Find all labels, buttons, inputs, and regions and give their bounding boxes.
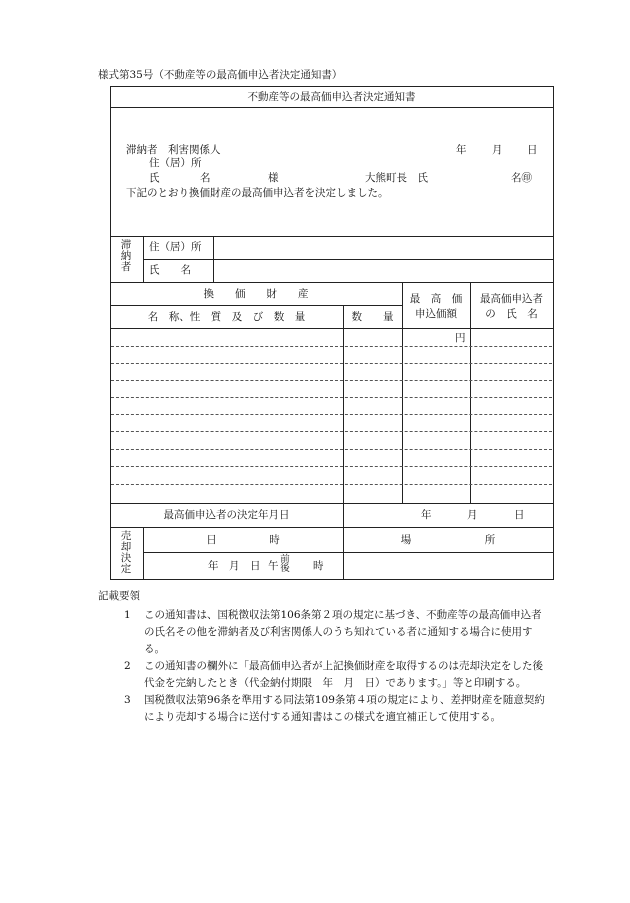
property-name-col: 名 称、性 質 及 び 数 量 (147, 311, 306, 323)
header-address-label: 住（居）所 (149, 157, 202, 169)
note-item (110, 658, 550, 692)
bid-col-line2: 申込価額 (415, 308, 457, 320)
decision-month: 月 (467, 509, 478, 521)
statement-text: 下記のとおり換価財産の最高価申込者を決定しました。 (126, 187, 389, 199)
sale-ampm-gozen: 午 (268, 560, 279, 572)
note-text: 国税徴収法第96条を準用する同法第109条第４項の規定により、差押財産を随意契約により売却する場合に送付する通知書はこの様式を適宜補正して使用する。 (144, 694, 545, 723)
note-item (110, 607, 550, 658)
issuer-label: 大熊町長 氏 (365, 172, 428, 184)
decision-year: 年 (421, 509, 432, 521)
bidder-col-line2: の 氏 名 (485, 308, 538, 320)
recipient-label: 滞納者 利害関係人 (126, 144, 221, 156)
sale-time-text: 時 (313, 560, 324, 572)
bid-col-line1: 最 高 価 (409, 293, 463, 305)
note-number: 1 (124, 609, 131, 621)
date-day: 日 (527, 144, 538, 156)
taxpayer-side-label: 滞 納 者 (120, 239, 132, 273)
sale-datetime-label: 日 時 (206, 534, 280, 546)
yen-unit: 円 (455, 332, 466, 344)
bidder-col-line1: 最高価申込者 (480, 293, 543, 305)
issuer-seal: 名㊞ (511, 172, 532, 184)
sale-ampm-stack: 前 後 (280, 554, 290, 574)
note-text: この通知書の欄外に「最高価申込者が上記換価財産を取得するのは売却決定をした後代金を完納したとき（代金納付期限 年 月 日）であります。」等と印刷する。 (144, 660, 543, 689)
taxpayer-address-label: 住（居）所 (149, 241, 202, 253)
header-name-label-2: 名 (200, 172, 211, 184)
property-group-label: 換 価 財 産 (203, 288, 309, 300)
sale-date-text: 年 月 日 (208, 560, 261, 572)
note-text: この通知書は、国税徴収法第106条第２項の規定に基づき、不動産等の最高価申込者の氏名その他を滞納者及び利害関係人のうち知れている者に通知する場合に使用する。 (144, 609, 542, 655)
date-month: 月 (492, 144, 503, 156)
notes-section (98, 588, 550, 726)
honorific-sama: 様 (268, 172, 279, 184)
property-qty-col: 数 量 (351, 311, 394, 323)
sale-place-label: 場 所 (400, 534, 496, 546)
note-number: 2 (124, 660, 131, 672)
sale-side-label: 売 却 決 定 (120, 530, 132, 575)
decision-day: 日 (514, 509, 525, 521)
form-title: 不動産等の最高価申込者決定通知書 (247, 91, 416, 103)
form-id: 様式第35号（不動産等の最高価申込者決定通知書） (98, 69, 343, 81)
decision-label: 最高価申込者の決定年月日 (163, 509, 290, 521)
header-name-label-1: 氏 (149, 172, 160, 184)
date-year: 年 (456, 144, 467, 156)
note-item (110, 692, 550, 726)
note-number: 3 (124, 694, 131, 706)
notes-title: 記載要領 (98, 590, 140, 602)
taxpayer-name-label: 氏 名 (149, 264, 191, 276)
